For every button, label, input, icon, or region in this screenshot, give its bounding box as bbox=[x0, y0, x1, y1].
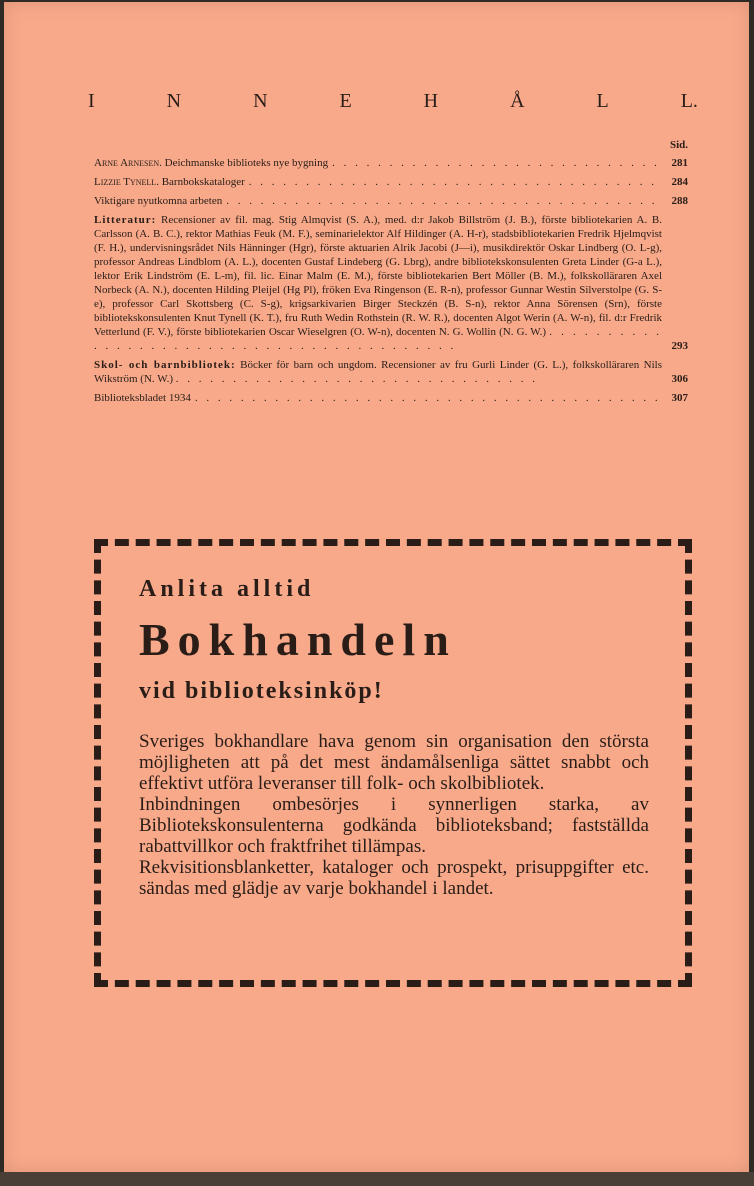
toc-author: Arne Arnesen. bbox=[94, 157, 162, 169]
table-of-contents bbox=[94, 138, 688, 410]
ad-paragraph: Rekvisitionsblanketter, kataloger och prospekt, prisuppgifter etc. sändas med glädje av varje bokhandel i landet. bbox=[139, 857, 649, 899]
heading-letter: L. bbox=[680, 90, 698, 112]
toc-entry bbox=[94, 194, 688, 208]
page-heading bbox=[88, 90, 698, 113]
toc-leader bbox=[195, 391, 662, 405]
heading-letter: N bbox=[166, 90, 182, 112]
toc-leader bbox=[249, 175, 662, 189]
toc-leader bbox=[226, 194, 662, 208]
ad-body-text bbox=[139, 731, 649, 899]
toc-section-text: Recensioner av fil. mag. Stig Almqvist (S. A.), med. d:r Jakob Billström (J. B.), förste bibliotekarien A. B. Carlsson (A. B. C.), rektor Mathias Feuk (M. F.), seminarielektor Alf Hildinger (A. H-r), stadsbibliotekarien Fredrik Hjelmqvist (F. H.), undervisningsrådet Nils Hänninger (Hgr), förste aktuarien Alrik Jacobi (J—i), musikdirektör Oskar Lindberg (O. L-g), professor Andreas Lindblom (A. L.), docenten Gustaf Lindeberg (G. Lbrg), andre bibliotekskonsulenten Greta Linder (G-a L.), lektor Erik Lindström (E. L-m), fil. lic. Einar Malm (E. M.), förste bibliotekarien Bert Möller (B. M.), folkskolläraren Axel Norbeck (A. N.), docenten Hilding Pleijel (Hg Pl), fröken Eva Ringenson (E. R-n), professor Gunnar Westin Silverstolpe (G. S-e), professor Carl Skottsberg (C. S-g), krigsarkivarien Birger Steckzén (B. S-n), rektor Anna Sörensen (Srn), förste bibliotekskonsulenten Knut Tynell (K. T.), fru Ruth Wedin Rothstein (R. W. R.), docenten Algot Werin (A. W-n), fil. d:r Fredrik Vetterlund (F. V.), förste bibliotekarien Oscar Wieselgren (O. W-n), docenten N. G. Wollin (N. G. W.) bbox=[94, 214, 663, 338]
toc-section-label: Skol- och barnbibliotek: bbox=[94, 359, 236, 371]
toc-entry bbox=[94, 391, 688, 405]
toc-page-number: 284 bbox=[671, 176, 688, 188]
document-page bbox=[4, 2, 749, 1172]
toc-author: Lizzie Tynell. bbox=[94, 176, 159, 188]
advertisement-box bbox=[94, 539, 692, 987]
heading-letter: H bbox=[423, 90, 439, 112]
ad-paragraph: Sveriges bokhandlare hava genom sin organisation den största möjligheten att på det mest ändamålsenliga sättet snabbt och effektivt utföra leveranser till folk- och skolbibliotek. bbox=[139, 731, 649, 794]
toc-title: Barnbokskataloger bbox=[161, 176, 245, 188]
heading-letter: N bbox=[253, 90, 268, 112]
ad-subheadline: vid biblioteksinköp! bbox=[139, 678, 384, 704]
toc-page-number: 288 bbox=[671, 195, 688, 207]
toc-title: Biblioteksbladet 1934 bbox=[94, 392, 191, 404]
toc-page-number: 281 bbox=[671, 157, 688, 169]
toc-page-number: 306 bbox=[671, 373, 688, 385]
ad-paragraph: Inbindningen ombesörjes i synnerligen starka, av Bibliotekskonsulenterna godkända biblioteksband; fastställda rabattvillkor och fraktfrihet tillämpas. bbox=[139, 794, 649, 857]
ad-headline: Bokhandeln bbox=[139, 614, 457, 665]
toc-section-label: Litteratur: bbox=[94, 214, 157, 226]
toc-entry bbox=[94, 175, 688, 189]
heading-letter: I bbox=[88, 90, 95, 112]
toc-leader bbox=[332, 156, 662, 170]
toc-entry-skol bbox=[94, 358, 688, 386]
heading-letter: E bbox=[339, 90, 352, 112]
toc-leader: . . . . . . . . . . . . . . . . . . . . . . . . . . . . . . . . bbox=[175, 373, 538, 385]
ad-tagline: Anlita alltid bbox=[139, 576, 315, 602]
scan-edge bbox=[0, 1172, 754, 1186]
heading-letter: Å bbox=[510, 90, 525, 112]
toc-section-text: Böcker för barn och ungdom. Recensioner av fru Gurli Linder (G. L.), folkskolläraren Nils Wikström (N. W.) bbox=[94, 359, 662, 385]
toc-leader: . . . . . . . . . . . . . . . . . . . . . . . . . . . . . . . . . . . . . . . . . . bbox=[94, 326, 663, 352]
toc-entry bbox=[94, 156, 688, 170]
toc-title: Viktigare nyutkomna arbeten bbox=[94, 195, 223, 207]
toc-page-number: 307 bbox=[671, 392, 688, 404]
toc-page-number: 293 bbox=[671, 340, 688, 352]
toc-title: Deichmanske biblioteks nye bygning bbox=[164, 157, 329, 169]
heading-letter: L bbox=[596, 90, 609, 112]
toc-entry-litteratur bbox=[94, 213, 688, 353]
page-column-label: Sid. bbox=[669, 139, 688, 151]
